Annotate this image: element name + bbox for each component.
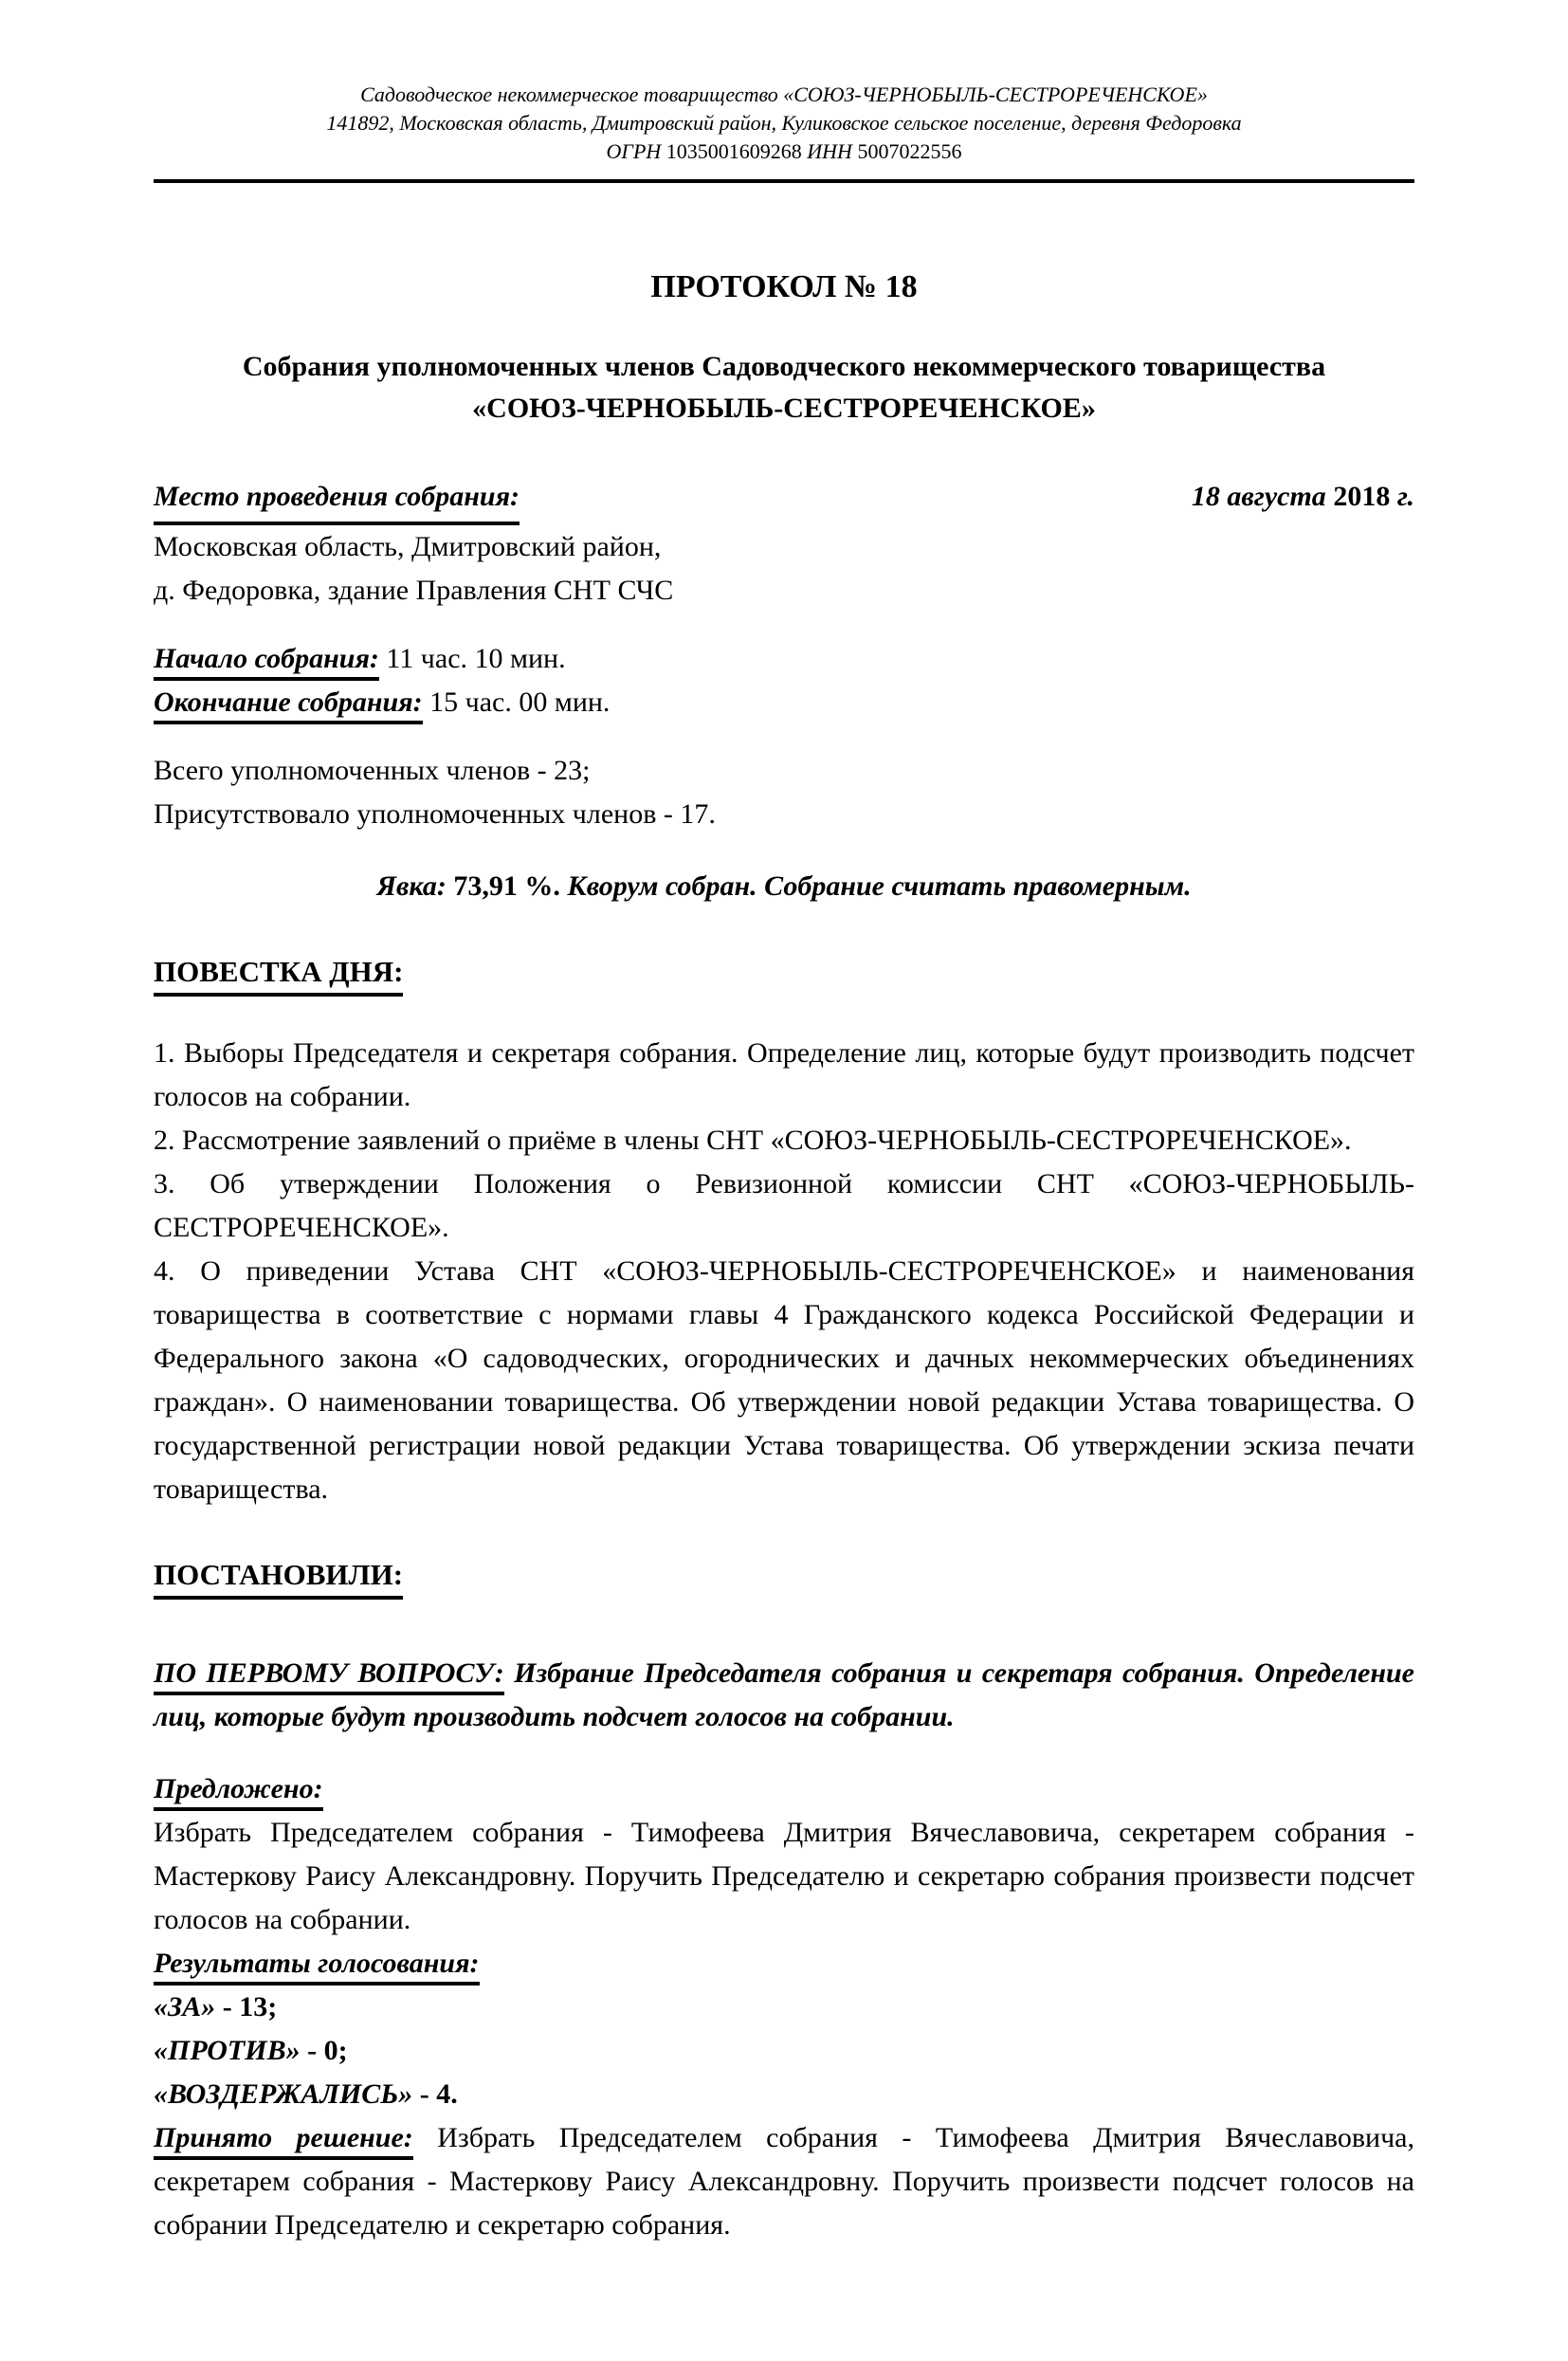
agenda-heading: ПОВЕСТКА ДНЯ:	[154, 950, 1414, 994]
quorum-percent: 73,91 %.	[453, 870, 560, 902]
place-label: Место проведения собрания:	[154, 475, 520, 525]
meeting-date	[1192, 475, 1414, 519]
proposed-label: Предложено:	[154, 1773, 323, 1811]
question-1-paragraph	[154, 1652, 1414, 1739]
proposed-text: Избрать Председателем собрания - Тимофеева Дмитрия Вячеславовича, секретарем собрания - Мастеркову Раису Александровну. Поручить Председателю и секретарю собрания произвести подсчет голосов на собрании.	[154, 1817, 1414, 1935]
vote-line-vozderzhalis	[154, 2073, 1414, 2116]
place-line-2: д. Федоровка, здание Правления СНТ СЧС	[154, 575, 674, 606]
agenda-item-3: 3. Об утверждении Положения о Ревизионной комиссии СНТ «СОЮЗ-ЧЕРНОБЫЛЬ-СЕСТРОРЕЧЕНСКОЕ».	[154, 1168, 1414, 1243]
decision-label: Принято решение:	[154, 2122, 413, 2160]
letterhead	[154, 81, 1414, 166]
ogrn-value: 1035001609268	[665, 139, 802, 163]
letterhead-address: 141892, Московская область, Дмитровский район, Куликовское сельское поселение, деревня Федоровка	[326, 111, 1242, 135]
place-line-1: Московская область, Дмитровский район,	[154, 531, 662, 562]
letterhead-org-name: Садоводческое некоммерческое товарищество «СОЮЗ-ЧЕРНОБЫЛЬ-СЕСТРОРЕЧЕНСКОЕ»	[360, 82, 1208, 106]
agenda-item-1: 1. Выборы Председателя и секретаря собрания. Определение лиц, которые будут производить подсчет голосов на собрании.	[154, 1037, 1414, 1112]
document-title: ПРОТОКОЛ № 18	[650, 269, 918, 304]
meeting-end-line	[154, 681, 1414, 724]
end-label: Окончание собрания:	[154, 686, 423, 724]
vote-line-za	[154, 1986, 1414, 2029]
vote-value-vozderzhalis: - 4.	[419, 2078, 458, 2110]
total-members-line: Всего уполномоченных членов - 23;	[154, 755, 591, 786]
place-and-date-row	[154, 475, 1414, 525]
question-1-text: Избрание Председателя собрания и секретаря собрания. Определение лиц, которые будут производить подсчет голосов на собрании.	[154, 1657, 1414, 1732]
date-year: 2018	[1333, 481, 1391, 512]
quorum-line	[154, 865, 1414, 908]
results-label: Результаты голосования:	[154, 1948, 480, 1986]
agenda-item-2: 2. Рассмотрение заявлений о приёме в члены СНТ «СОЮЗ-ЧЕРНОБЫЛЬ-СЕСТРОРЕЧЕНСКОЕ».	[154, 1125, 1352, 1156]
letterhead-divider	[154, 179, 1414, 183]
decision-paragraph	[154, 2116, 1414, 2247]
subtitle-line-1: Собрания уполномоченных членов Садоводческого некоммерческого товарищества	[242, 351, 1326, 382]
vote-line-protiv	[154, 2029, 1414, 2073]
agenda-list	[154, 1032, 1414, 1511]
inn-value: 5007022556	[857, 139, 962, 163]
ogrn-label: ОГРН	[606, 139, 662, 163]
vote-value-za: - 13;	[222, 1991, 278, 2022]
end-value: 15 час. 00 мин.	[429, 686, 611, 718]
date-suffix: г.	[1396, 481, 1414, 512]
subtitle-line-2: «СОЮЗ-ЧЕРНОБЫЛЬ-СЕСТРОРЕЧЕНСКОЕ»	[472, 393, 1096, 424]
document-subtitle	[154, 346, 1414, 430]
date-day-month: 18 августа	[1191, 481, 1326, 512]
vote-option-za: «ЗА»	[154, 1991, 216, 2022]
quorum-statement: Кворум собран. Собрание считать правомерным.	[567, 870, 1192, 902]
results-label-line	[154, 1942, 1414, 1986]
start-value: 11 час. 10 мин.	[386, 643, 566, 674]
inn-label: ИНН	[807, 139, 852, 163]
proposed-label-line	[154, 1767, 1414, 1811]
decision-text: Избрать Председателем собрания - Тимофеева Дмитрия Вячеславовича, секретарем собрания - Мастеркову Раису Александровну. Поручить произвести подсчет голосов на собрании Председателю и секретарю собрания.	[154, 2122, 1414, 2241]
meeting-start-line	[154, 637, 1414, 681]
present-members-line: Присутствовало уполномоченных членов - 17.	[154, 798, 716, 830]
vote-value-protiv: - 0;	[307, 2035, 348, 2066]
letterhead-registration	[154, 137, 1414, 166]
quorum-label: Явка:	[376, 870, 447, 902]
vote-option-vozderzhalis: «ВОЗДЕРЖАЛИСЬ»	[154, 2078, 413, 2110]
start-label: Начало собрания:	[154, 643, 379, 681]
vote-option-protiv: «ПРОТИВ»	[154, 2035, 301, 2066]
resolution-heading: ПОСТАНОВИЛИ:	[154, 1553, 1414, 1597]
question-1-label: ПО ПЕРВОМУ ВОПРОСУ:	[154, 1657, 504, 1695]
agenda-item-4: 4. О приведении Устава СНТ «СОЮЗ-ЧЕРНОБЫЛЬ-СЕСТРОРЕЧЕНСКОЕ» и наименования товарищества в соответствие с нормами главы 4 Гражданского кодекса Российской Федерации и Федерального закона «О садоводческих, огороднических и дачных некоммерческих объединениях граждан». О наименовании товарищества. Об утверждении новой редакции Устава товарищества. О государственной регистрации новой редакции Устава товарищества. Об утверждении эскиза печати товарищества.	[154, 1255, 1414, 1505]
